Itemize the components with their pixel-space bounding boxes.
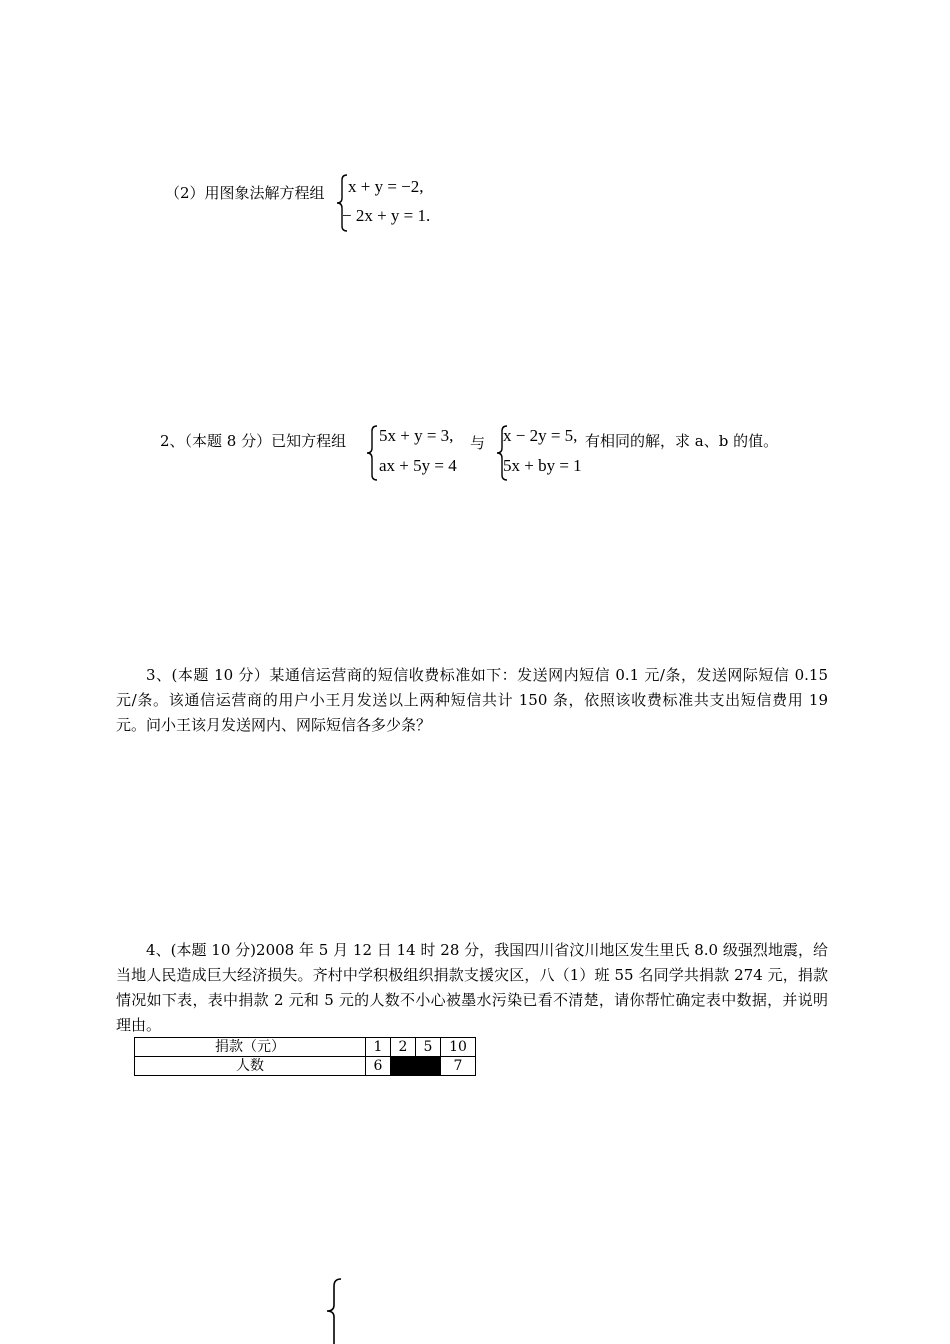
table-row: [135, 1057, 476, 1076]
amount-cell: 1: [366, 1038, 391, 1057]
q3-paragraph: [116, 663, 828, 738]
count-cell: 7: [441, 1057, 476, 1076]
table-row-label: 人数: [135, 1057, 366, 1076]
amount-cell: 2: [391, 1038, 416, 1057]
left-brace-icon: [326, 1278, 342, 1344]
q4-paragraph: [116, 938, 828, 1038]
count-cell: 6: [366, 1057, 391, 1076]
donation-table: [134, 1037, 476, 1076]
q2-suffix: 有相同的解，求 a、b 的值。: [585, 432, 779, 450]
q2-system1-equation-2: ax + 5y = 4: [379, 456, 457, 475]
table-header-label: 捐款（元）: [135, 1038, 366, 1057]
q2-system1-equation-1: 5x + y = 3,: [379, 426, 454, 445]
q3-text: 3、(本题 10 分）某通信运营商的短信收费标准如下：发送网内短信 0.1 元/条，发送网际短信 0.15 元/条。该通信运营商的用户小王月发送以上两种短信共计 150 条，依照该收费标准共支出短信费用 19 元。问小王该月发送网内、网际短信各多少条？: [116, 666, 828, 734]
part2-label: （2）用图象法解方程组: [165, 184, 325, 202]
q2-system2-equation-2: 5x + by = 1: [503, 456, 582, 475]
q2-connector: 与: [470, 434, 486, 452]
q4-text: 4、(本题 10 分)2008 年 5 月 12 日 14 时 28 分，我国四川省汶川地区发生里氏 8.0 级强烈地震，给当地人民造成巨大经济损失。齐村中学积极组织捐款支援灾区，八（1）班 55 名同学共捐款 274 元，捐款情况如下表，表中捐款 2 元和 5 元的人数不小心被墨水污染已看不清楚，请你帮忙确定表中数据，并说明理由。: [116, 941, 828, 1034]
left-brace-icon: [366, 425, 378, 481]
ink-stained-cell: [391, 1057, 416, 1076]
ink-stained-cell: [416, 1057, 441, 1076]
amount-cell: 10: [441, 1038, 476, 1057]
part2-equation-2: − 2x + y = 1.: [342, 206, 431, 225]
q2-prefix: 2、（本题 8 分）已知方程组: [160, 432, 347, 450]
part2-equation-1: x + y = −2,: [348, 177, 424, 196]
q2-system2-equation-1: x − 2y = 5,: [503, 426, 578, 445]
table-row: [135, 1038, 476, 1057]
amount-cell: 5: [416, 1038, 441, 1057]
